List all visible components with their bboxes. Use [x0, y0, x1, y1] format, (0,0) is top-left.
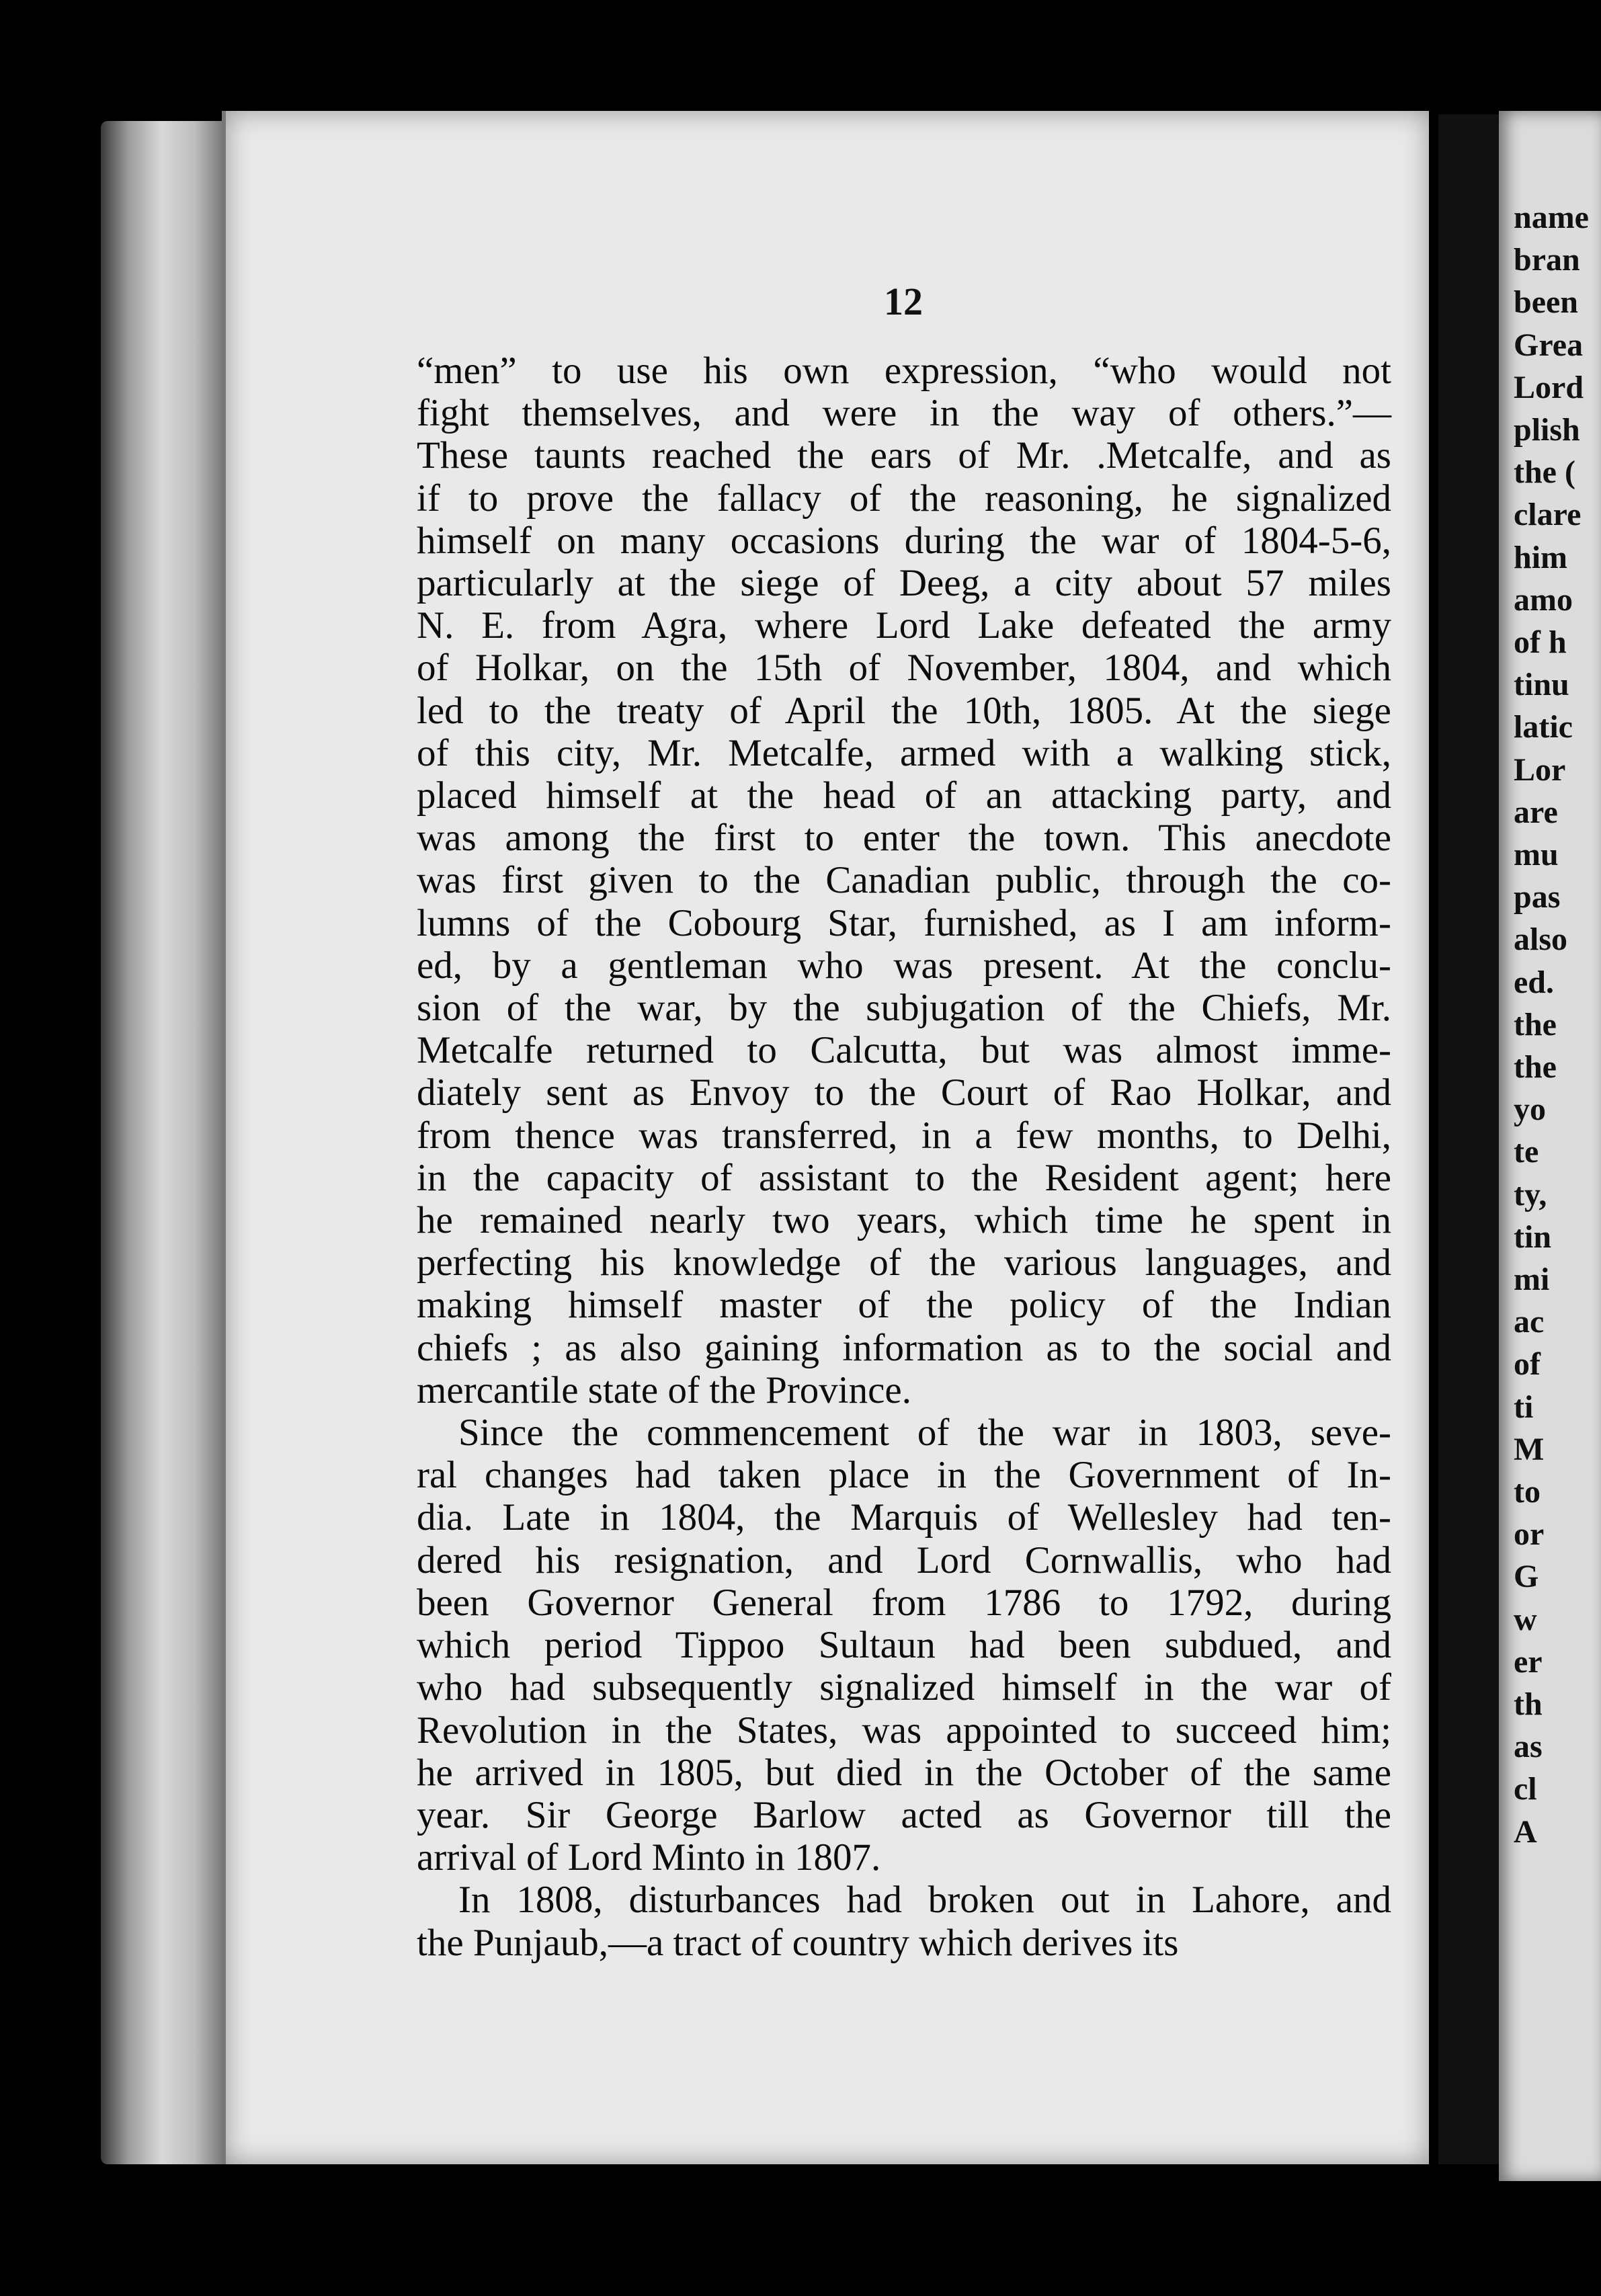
facing-page-fragment: yo: [1514, 1092, 1546, 1128]
text-line: sion of the war, by the subjugation of the Chiefs, Mr.: [417, 987, 1391, 1030]
facing-page-fragment: latic: [1514, 709, 1573, 745]
text-line: Since the commencement of the war in 1803, seve-: [458, 1411, 1391, 1454]
text-line: mercantile state of the Province.: [417, 1368, 911, 1411]
facing-page-fragment: cl: [1514, 1771, 1537, 1807]
body-text: [417, 350, 1391, 1964]
paragraph-3: [417, 1879, 1391, 1963]
text-line: which period Tippoo Sultaun had been subdued, and: [417, 1624, 1391, 1667]
facing-page-fragment: A: [1514, 1813, 1537, 1850]
facing-page-fragment: are: [1514, 794, 1558, 830]
text-line: In 1808, disturbances had broken out in Lahore, and: [458, 1879, 1391, 1922]
page-number: 12: [884, 280, 923, 323]
facing-page-fragment: w: [1514, 1601, 1537, 1637]
text-line: from thence was transferred, in a few months, to Delhi,: [417, 1114, 1391, 1157]
facing-page-fragment: as: [1514, 1729, 1543, 1765]
facing-page-fragment: ac: [1514, 1304, 1545, 1340]
facing-page: [1499, 111, 1601, 2181]
text-line: was first given to the Canadian public, through the co-: [417, 859, 1391, 902]
facing-page-fragment: of: [1514, 1346, 1541, 1383]
text-line: year. Sir George Barlow acted as Governor till the: [417, 1793, 1391, 1836]
facing-page-fragment: been: [1514, 284, 1578, 321]
facing-page-fragment: er: [1514, 1643, 1543, 1680]
facing-page-fragment: name: [1514, 200, 1589, 235]
text-line: if to prove the fallacy of the reasoning, he signalized: [417, 477, 1391, 520]
facing-page-fragment: the: [1514, 1049, 1557, 1085]
text-line: himself on many occasions during the war of 1804-5-6,: [417, 519, 1391, 562]
text-line: making himself master of the policy of the Indian: [417, 1284, 1391, 1327]
text-line: chiefs ; as also gaining information as to the social and: [417, 1326, 1391, 1369]
facing-page-fragment: te: [1514, 1134, 1539, 1170]
text-line: in the capacity of assistant to the Resident agent; here: [417, 1156, 1391, 1199]
facing-page-fragment: amo: [1514, 581, 1573, 618]
text-line: ed, by a gentleman who was present. At the conclu-: [417, 944, 1391, 987]
text-line: ral changes had taken place in the Government of In-: [417, 1454, 1391, 1497]
book-spine: [101, 121, 235, 2164]
text-line: lumns of the Cobourg Star, furnished, as I am inform-: [417, 901, 1391, 944]
facing-page-fragment: pas: [1514, 879, 1561, 915]
facing-page-fragment: of h: [1514, 624, 1567, 660]
text-line: was among the first to enter the town. This anecdote: [417, 817, 1391, 860]
text-line: been Governor General from 1786 to 1792, during: [417, 1581, 1391, 1624]
text-line: who had subsequently signalized himself in the war of: [417, 1666, 1391, 1709]
facing-page-fragment: Lord: [1514, 369, 1584, 405]
text-line: of this city, Mr. Metcalfe, armed with a walking stick,: [417, 731, 1391, 774]
facing-page-fragment: also: [1514, 921, 1568, 958]
facing-page-fragment: ty,: [1514, 1176, 1547, 1213]
facing-page-fragment: tinu: [1514, 667, 1569, 703]
facing-page-fragment: Grea: [1514, 327, 1584, 363]
page-gutter: [1438, 114, 1499, 2164]
paragraph-1: [417, 350, 1391, 1411]
facing-page-fragment: clare: [1514, 497, 1582, 533]
facing-page-fragment: to: [1514, 1474, 1541, 1510]
text-line: placed himself at the head of an attacking party, and: [417, 774, 1391, 817]
text-line: perfecting his knowledge of the various languages, and: [417, 1241, 1391, 1284]
text-line: particularly at the siege of Deeg, a city about 57 miles: [417, 562, 1391, 605]
facing-page-fragment: mu: [1514, 837, 1559, 872]
facing-page-fragment: the (: [1514, 454, 1575, 491]
text-line: dered his resignation, and Lord Cornwallis, who had: [417, 1539, 1391, 1582]
facing-page-fragment: or: [1514, 1516, 1545, 1553]
text-line: arrival of Lord Minto in 1807.: [417, 1836, 881, 1879]
facing-page-fragment: G: [1514, 1559, 1539, 1595]
facing-page-fragment: him: [1514, 539, 1568, 575]
text-line: N. E. from Agra, where Lord Lake defeated the army: [417, 604, 1391, 647]
text-line: fight themselves, and were in the way of others.”—: [417, 392, 1391, 435]
text-line: “men” to use his own expression, “who would not: [417, 350, 1391, 392]
text-line: he arrived in 1805, but died in the October of the same: [417, 1751, 1391, 1794]
text-line: led to the treaty of April the 10th, 1805. At the siege: [417, 689, 1391, 732]
facing-page-fragment: bran: [1514, 242, 1580, 278]
facing-page-fragment: the: [1514, 1006, 1557, 1042]
text-line: of Holkar, on the 15th of November, 1804, and which: [417, 647, 1391, 690]
text-line: dia. Late in 1804, the Marquis of Wellesley had ten-: [417, 1496, 1391, 1539]
text-line: diately sent as Envoy to the Court of Rao Holkar, and: [417, 1071, 1391, 1114]
text-line: These taunts reached the ears of Mr. .Metcalfe, and as: [417, 434, 1391, 477]
facing-page-fragment: tin: [1514, 1219, 1552, 1255]
text-line: the Punjaub,—a tract of country which derives its: [417, 1921, 1179, 1964]
facing-page-fragment: th: [1514, 1686, 1543, 1722]
facing-page-fragment: ed.: [1514, 964, 1554, 1000]
facing-page-fragment: Lor: [1514, 751, 1566, 788]
facing-page-fragment: plish: [1514, 412, 1580, 448]
facing-page-fragment: ti: [1514, 1389, 1534, 1425]
text-line: he remained nearly two years, which time he spent in: [417, 1199, 1391, 1242]
facing-page-fragment: M: [1514, 1431, 1545, 1467]
text-line: Metcalfe returned to Calcutta, but was almost imme-: [417, 1029, 1391, 1072]
facing-page-fragment: mi: [1514, 1262, 1550, 1297]
paragraph-2: [417, 1411, 1391, 1879]
text-line: Revolution in the States, was appointed to succeed him;: [417, 1709, 1391, 1752]
